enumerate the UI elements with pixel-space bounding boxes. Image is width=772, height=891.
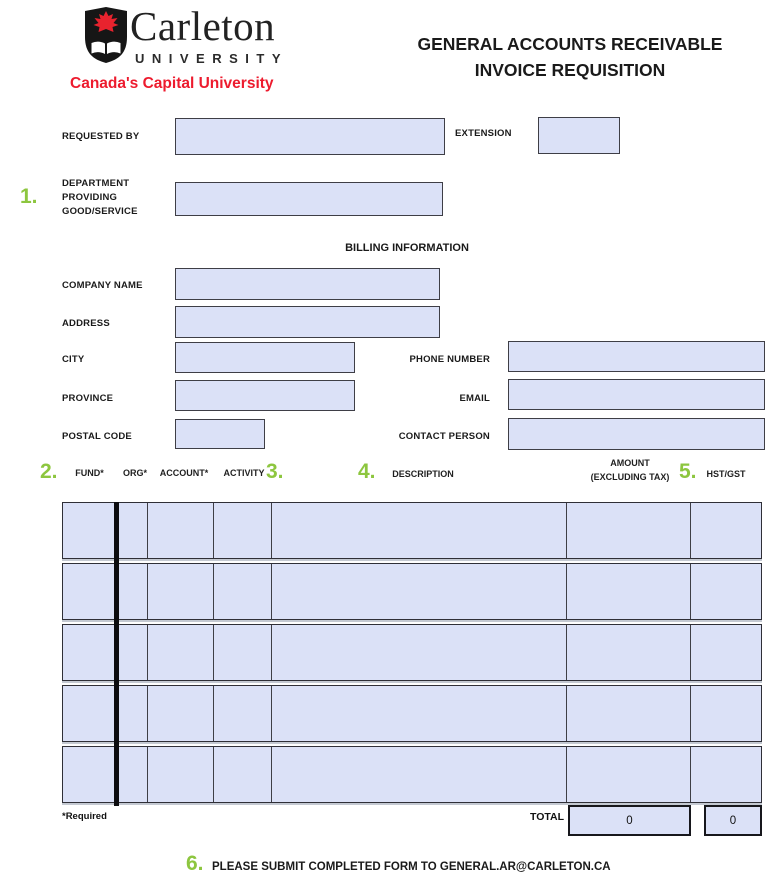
fund-column-divider: [114, 502, 119, 806]
city-label: CITY: [62, 354, 85, 365]
fund-cell[interactable]: [63, 747, 117, 802]
account-cell[interactable]: [148, 564, 214, 619]
fund-cell[interactable]: [63, 625, 117, 680]
account-cell[interactable]: [148, 686, 214, 741]
page-title-line1: GENERAL ACCOUNTS RECEIVABLE: [417, 34, 723, 54]
submit-instruction: PLEASE SUBMIT COMPLETED FORM TO GENERAL.AR@CARLETON.CA: [212, 861, 611, 873]
hst-column-header: HST/GST: [706, 469, 746, 479]
annotation-5: 5.: [679, 460, 697, 483]
province-label: PROVINCE: [62, 393, 114, 404]
total-amount-field: 0: [568, 805, 691, 836]
annotation-4: 4.: [358, 460, 376, 483]
table-row: [62, 563, 762, 620]
amount-cell[interactable]: [567, 564, 691, 619]
contact-person-label: CONTACT PERSON: [398, 431, 490, 442]
description-cell[interactable]: [272, 625, 567, 680]
requested-by-input[interactable]: [175, 118, 445, 155]
logo-wordmark: Carleton: [130, 3, 276, 49]
table-row: [62, 624, 762, 681]
total-label: TOTAL: [529, 811, 564, 823]
amount-column-header: [568, 456, 692, 484]
hst-cell[interactable]: [691, 686, 761, 741]
address-label: ADDRESS: [62, 318, 110, 329]
activity-column-header: ACTIVITY: [223, 468, 265, 478]
city-input[interactable]: [175, 342, 355, 373]
org-cell[interactable]: [117, 564, 148, 619]
billing-section-title: BILLING INFORMATION: [345, 242, 469, 254]
email-label: EMAIL: [459, 393, 490, 404]
org-cell[interactable]: [117, 686, 148, 741]
department-input[interactable]: [175, 182, 443, 216]
description-column-header: DESCRIPTION: [392, 469, 454, 479]
contact-person-input[interactable]: [508, 418, 765, 450]
company-name-input[interactable]: [175, 268, 440, 300]
annotation-2: 2.: [40, 460, 58, 483]
logo-tagline: Canada's Capital University: [70, 75, 274, 92]
fund-column-header: FUND*: [75, 468, 104, 478]
total-hst-field: 0: [704, 805, 762, 836]
phone-number-input[interactable]: [508, 341, 765, 372]
activity-cell[interactable]: [214, 503, 272, 558]
fund-cell[interactable]: [63, 564, 117, 619]
fund-cell[interactable]: [63, 503, 117, 558]
company-name-label: COMPANY NAME: [62, 280, 143, 291]
page-title-line2: INVOICE REQUISITION: [474, 60, 666, 80]
org-column-header: ORG*: [122, 468, 147, 478]
extension-input[interactable]: [538, 117, 620, 154]
postal-code-label: POSTAL CODE: [62, 431, 132, 442]
account-column-header: ACCOUNT*: [159, 468, 209, 478]
amount-cell[interactable]: [567, 747, 691, 802]
table-row: [62, 502, 762, 559]
org-cell[interactable]: [117, 625, 148, 680]
amount-cell[interactable]: [567, 625, 691, 680]
amount-cell[interactable]: [567, 503, 691, 558]
activity-cell[interactable]: [214, 686, 272, 741]
address-input[interactable]: [175, 306, 440, 338]
amount-header-line2: (EXCLUDING TAX): [590, 472, 670, 482]
account-cell[interactable]: [148, 503, 214, 558]
annotation-1: 1.: [20, 185, 38, 208]
account-cell[interactable]: [148, 625, 214, 680]
hst-cell[interactable]: [691, 503, 761, 558]
department-label: DEPARTMENT PROVIDING GOOD/SERVICE: [62, 178, 138, 217]
account-cell[interactable]: [148, 747, 214, 802]
required-note: *Required: [62, 811, 107, 822]
phone-number-label: PHONE NUMBER: [409, 354, 490, 365]
province-input[interactable]: [175, 380, 355, 411]
extension-label: EXTENSION: [455, 128, 512, 139]
amount-cell[interactable]: [567, 686, 691, 741]
description-cell[interactable]: [272, 564, 567, 619]
page-title: [395, 31, 745, 83]
activity-cell[interactable]: [214, 625, 272, 680]
fund-cell[interactable]: [63, 686, 117, 741]
hst-cell[interactable]: [691, 564, 761, 619]
annotation-6: 6.: [186, 852, 204, 875]
requested-by-label: REQUESTED BY: [62, 131, 140, 142]
carleton-shield-icon: [84, 6, 128, 64]
postal-code-input[interactable]: [175, 419, 265, 449]
description-cell[interactable]: [272, 686, 567, 741]
amount-header-line1: AMOUNT: [610, 458, 650, 468]
hst-cell[interactable]: [691, 625, 761, 680]
hst-cell[interactable]: [691, 747, 761, 802]
org-cell[interactable]: [117, 503, 148, 558]
org-cell[interactable]: [117, 747, 148, 802]
line-items-table: [62, 502, 762, 807]
description-cell[interactable]: [272, 747, 567, 802]
activity-cell[interactable]: [214, 564, 272, 619]
table-row: [62, 685, 762, 742]
email-input[interactable]: [508, 379, 765, 410]
annotation-3: 3.: [266, 460, 284, 483]
table-row: [62, 746, 762, 803]
description-cell[interactable]: [272, 503, 567, 558]
logo-subtitle: UNIVERSITY: [135, 51, 289, 66]
activity-cell[interactable]: [214, 747, 272, 802]
